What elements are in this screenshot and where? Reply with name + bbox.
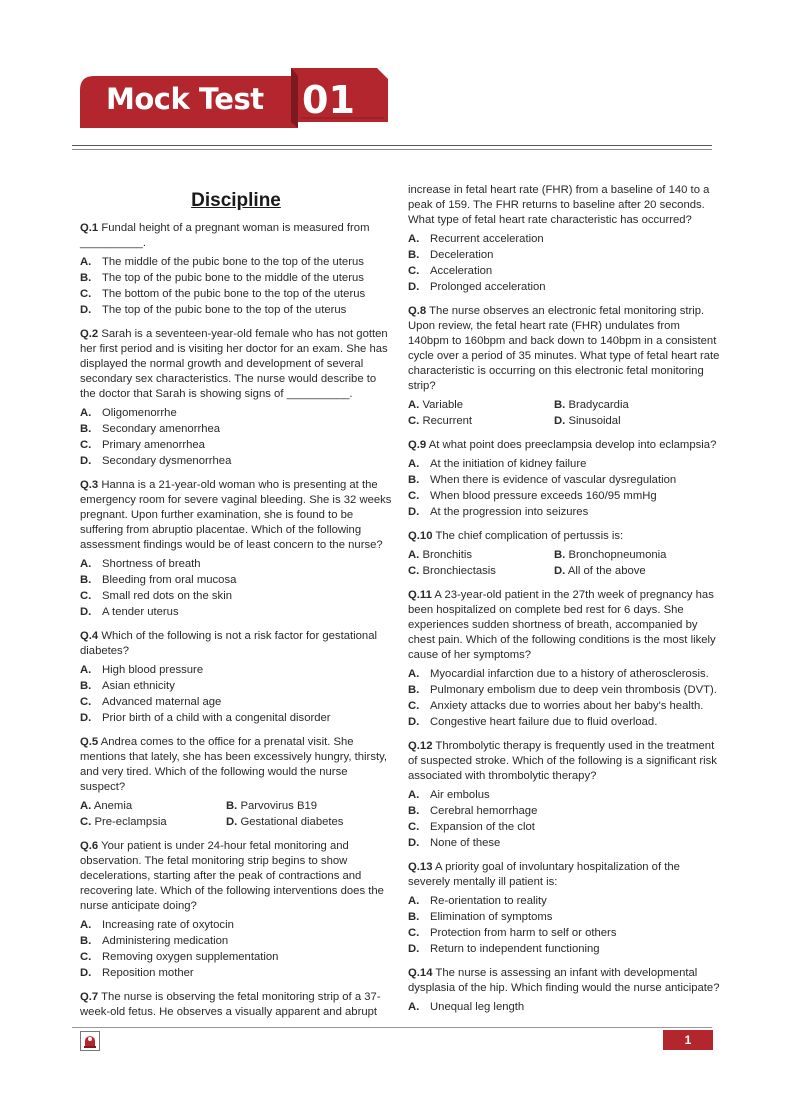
option-b: B. Asian ethnicity <box>80 680 175 692</box>
option-d: D. All of the above <box>554 565 646 577</box>
question-5 <box>80 735 392 830</box>
option-c: C. Acceleration <box>408 265 493 277</box>
question-12 <box>408 739 720 851</box>
question-text: The chief complication of pertussis is: <box>435 530 624 542</box>
question-number: Q.1 <box>80 222 99 234</box>
option-a: A. Anemia <box>80 800 133 812</box>
option-c: C. Primary amenorrhea <box>80 439 205 451</box>
question-number: Q.14 <box>408 967 433 979</box>
question-7-continued <box>408 183 720 295</box>
question-text: Sarah is a seventeen-year-old female who has not gotten her first period and is visiting her doctor for an exam. She has displayed the normal growth and development of several secondary sex characteristics. The nurse would describe to the doctor that Sarah is showing signs of __________. <box>80 328 388 400</box>
banner-title: Mock Test <box>106 82 264 116</box>
mock-test-banner <box>80 68 388 128</box>
options-grid <box>408 547 720 579</box>
option-c: C. Expansion of the clot <box>408 821 535 833</box>
option-c: C. Pre-eclampsia <box>80 816 167 828</box>
question-11 <box>408 588 720 730</box>
option-b: B. Bronchopneumonia <box>554 549 667 561</box>
question-3 <box>80 478 392 620</box>
question-number: Q.8 <box>408 305 427 317</box>
option-d: D. Secondary dysmenorrhea <box>80 455 232 467</box>
option-c: C. Anxiety attacks due to worries about her baby's health. <box>408 700 704 712</box>
question-text: At what point does preeclampsia develop into eclampsia? <box>428 439 717 451</box>
option-d: D. A tender uterus <box>80 606 179 618</box>
question-text: Andrea comes to the office for a prenatal visit. She mentions that lately, she has been excessively hungry, thirsty, and very tired. Which of the following would the nurse suspect? <box>80 736 388 793</box>
publisher-logo-icon <box>80 1031 100 1051</box>
banner-number: 01 <box>302 78 355 122</box>
header-rule <box>72 145 712 146</box>
question-2 <box>80 327 392 469</box>
option-d: D. At the progression into seizures <box>408 506 589 518</box>
option-c: C. The bottom of the pubic bone to the top of the uterus <box>80 288 366 300</box>
question-14 <box>408 966 720 1015</box>
option-a: A. At the initiation of kidney failure <box>408 458 587 470</box>
section-title: Discipline <box>191 190 281 211</box>
left-question-list <box>80 221 392 726</box>
option-c: C. Removing oxygen supplementation <box>80 951 279 963</box>
question-number: Q.5 <box>80 736 99 748</box>
question-8 <box>408 304 720 429</box>
question-number: Q.12 <box>408 740 433 752</box>
option-d: D. Prolonged acceleration <box>408 281 546 293</box>
option-c: C. When blood pressure exceeds 160/95 mmHg <box>408 490 657 502</box>
question-13 <box>408 860 720 957</box>
question-text: Thrombolytic therapy is frequently used in the treatment of suspected stroke. Which of the following is a significant risk associated with thrombolytic therapy? <box>408 740 717 782</box>
question-number: Q.6 <box>80 840 99 852</box>
option-b: B. Deceleration <box>408 249 494 261</box>
option-b: B. Elimination of symptoms <box>408 911 553 923</box>
option-b: B. Administering medication <box>80 935 229 947</box>
option-a: A. Myocardial infarction due to a history of atherosclerosis. <box>408 668 709 680</box>
question-number: Q.2 <box>80 328 99 340</box>
option-b: B. Cerebral hemorrhage <box>408 805 538 817</box>
option-d: D. Congestive heart failure due to fluid overload. <box>408 716 658 728</box>
question-10 <box>408 529 720 579</box>
page-number: 1 <box>663 1030 713 1050</box>
question-number: Q.10 <box>408 530 433 542</box>
option-b: B. Secondary amenorrhea <box>80 423 221 435</box>
option-a: A. Increasing rate of oxytocin <box>80 919 234 931</box>
option-d: D. Sinusoidal <box>554 415 621 427</box>
question-9 <box>408 438 720 520</box>
question-text: A 23-year-old patient in the 27th week of pregnancy has been hospitalized on complete bed rest for 6 days. She experiences sudden shortness of breath, accompanied by chest pain. Which of the following conditions is the most likely cause of her symptoms? <box>408 589 716 661</box>
question-text: Fundal height of a pregnant woman is measured from __________. <box>80 222 370 249</box>
option-d: D. The top of the pubic bone to the top of the uterus <box>80 304 347 316</box>
option-c: C. Recurrent <box>408 415 473 427</box>
question-number: Q.7 <box>80 991 99 1003</box>
option-a: A. High blood pressure <box>80 664 204 676</box>
question-number: Q.3 <box>80 479 99 491</box>
option-c: C. Protection from harm to self or others <box>408 927 617 939</box>
option-d: D. None of these <box>408 837 501 849</box>
question-4 <box>80 629 392 726</box>
left-column <box>80 183 392 1029</box>
footer-rule <box>72 1027 712 1028</box>
option-a: A. The middle of the pubic bone to the top of the uterus <box>80 256 364 268</box>
option-b: B. Parvovirus B19 <box>226 800 318 812</box>
question-text: The nurse is assessing an infant with developmental dysplasia of the hip. Which finding would the nurse anticipate? <box>408 967 720 994</box>
options-grid <box>80 798 392 830</box>
right-column <box>408 183 720 1024</box>
option-d: D. Return to independent functioning <box>408 943 600 955</box>
option-c: C. Bronchiectasis <box>408 565 496 577</box>
option-b: B. Bradycardia <box>554 399 629 411</box>
header-rule-2 <box>72 149 712 150</box>
question-6 <box>80 839 392 981</box>
option-c: C. Small red dots on the skin <box>80 590 232 602</box>
option-b: B. The top of the pubic bone to the middle of the uterus <box>80 272 364 284</box>
option-b: B. Bleeding from oral mucosa <box>80 574 237 586</box>
option-a: A. Air embolus <box>408 789 490 801</box>
option-c: C. Advanced maternal age <box>80 696 222 708</box>
option-a: A. Bronchitis <box>408 549 473 561</box>
option-a: A. Oligomenorrhe <box>80 407 177 419</box>
option-d: D. Reposition mother <box>80 967 194 979</box>
question-text: A priority goal of involuntary hospitalization of the severely mentally ill patient is: <box>408 861 680 888</box>
option-a: A. Recurrent acceleration <box>408 233 544 245</box>
question-text: Hanna is a 21-year-old woman who is presenting at the emergency room for severe vaginal bleeding. She is 32 weeks pregnant. Upon further examination, she is found to be suffering from abruptio placentae. Which of the following assessment findings would be of least concern to the nurse? <box>80 479 392 551</box>
option-a: A. Variable <box>408 399 464 411</box>
question-text: The nurse observes an electronic fetal monitoring strip. Upon review, the fetal heart rate (FHR) undulates from 140bpm to 160bpm and back down to 140bpm in a consistent cycle over a period of 35 minutes. What type of fetal heart rate characteristic is occurring on this electronic fetal monitoring strip? <box>408 305 720 392</box>
question-number: Q.11 <box>408 589 432 601</box>
option-d: D. Prior birth of a child with a congenital disorder <box>80 712 331 724</box>
question-text-continued: increase in fetal heart rate (FHR) from a baseline of 140 to a peak of 159. The FHR returns to baseline after 20 seconds. What type of fetal heart rate characteristic has occurred? <box>408 184 710 226</box>
option-d: D. Gestational diabetes <box>226 816 344 828</box>
question-text: Which of the following is not a risk factor for gestational diabetes? <box>80 630 378 657</box>
right-question-list <box>408 588 720 1015</box>
option-a: A. Unequal leg length <box>408 1001 525 1013</box>
option-b: B. Pulmonary embolism due to deep vein thrombosis (DVT). <box>408 684 717 696</box>
question-number: Q.13 <box>408 861 433 873</box>
question-1 <box>80 221 392 318</box>
question-text: Your patient is under 24-hour fetal monitoring and observation. The fetal monitoring strip begins to show decelerations, starting after the peak of contractions and recovering late. Which of the following interventions does the nurse anticipate doing? <box>80 840 384 912</box>
option-a: A. Shortness of breath <box>80 558 201 570</box>
options-grid <box>408 397 720 429</box>
question-7-start <box>80 990 392 1020</box>
option-a: A. Re-orientation to reality <box>408 895 547 907</box>
question-number: Q.9 <box>408 439 427 451</box>
question-number: Q.4 <box>80 630 99 642</box>
option-b: B. When there is evidence of vascular dysregulation <box>408 474 677 486</box>
question-text: The nurse is observing the fetal monitoring strip of a 37-week-old fetus. He observes a visually apparent and abrupt <box>80 991 381 1018</box>
